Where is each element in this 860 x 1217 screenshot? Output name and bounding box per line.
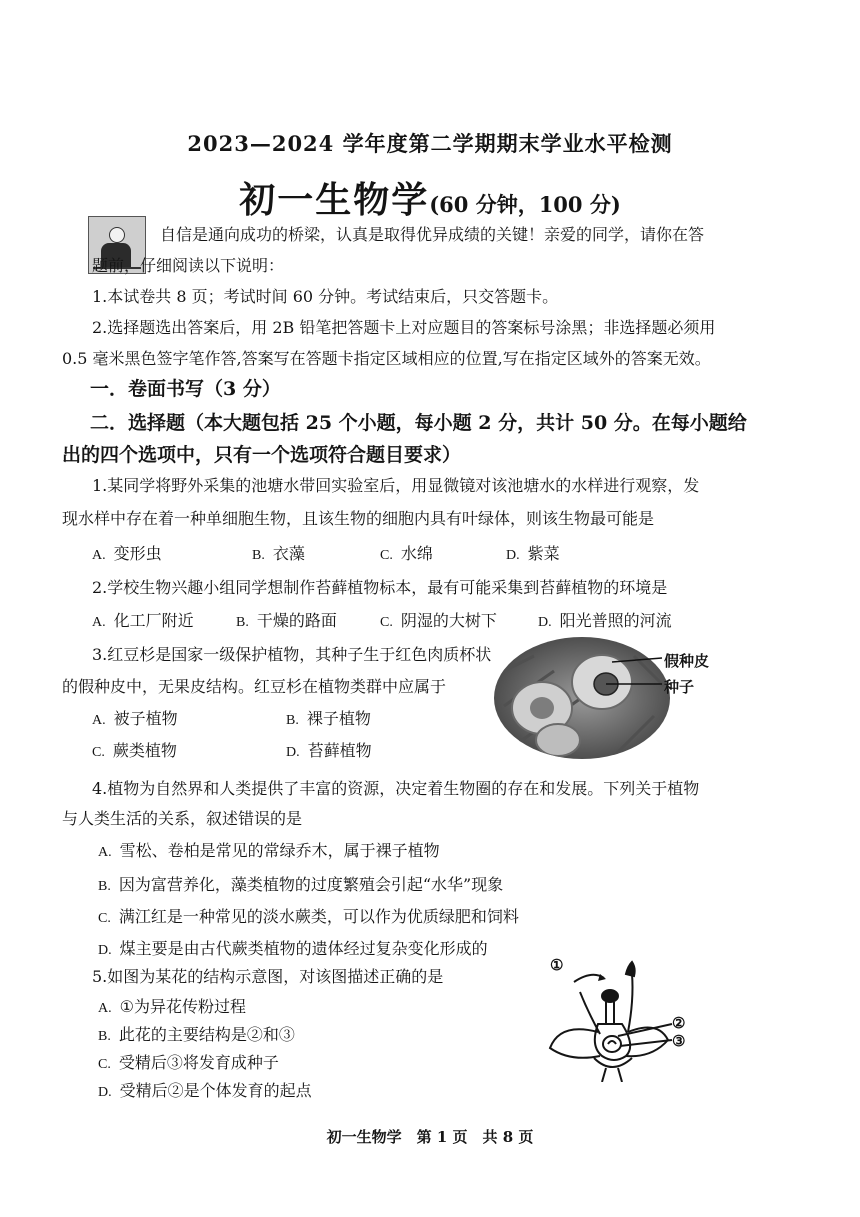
rule-2-line-2: 0.5 毫米黑色签字笔作答,答案写在答题卡指定区域相应的位置,写在指定区域外的答案无效。 [62,349,711,368]
q5-option-a: A. ①为异花传粉过程 [98,997,246,1016]
q1-stem-line-2: 现水样中存在着一种单细胞生物，且该生物的细胞内具有叶绿体，则该生物最可能是 [62,509,655,528]
q3-option-b: B. 裸子植物 [286,709,371,728]
q2-stem-line-1: 2.学校生物兴趣小组同学想制作苔藓植物标本，最有可能采集到苔藓植物的环境是 [92,578,668,597]
rule-1: 1.本试卷共 8 页；考试时间 60 分钟。考试结束后，只交答题卡。 [92,287,559,306]
rule-2-line-1: 2.选择题选出答案后，用 2B 铅笔把答题卡上对应题目的答案标号涂黑；非选择题必须用 [92,318,716,337]
q5-option-d: D. 受精后②是个体发育的起点 [98,1081,312,1100]
q2-option-a: A. 化工厂附近 [92,611,194,630]
q5-option-b: B. 此花的主要结构是②和③ [98,1025,295,1044]
petal-left [550,1029,600,1058]
q1-option-b: B. 衣藻 [252,544,305,563]
ovule [603,1036,621,1052]
q3-option-d: D. 苔藓植物 [286,741,372,760]
flower-label-1: ① [550,956,564,974]
flower-label-3: ③ [672,1032,686,1050]
q4-stem-line-1: 4.植物为自然界和人类提供了丰富的资源，决定着生物圈的存在和发展。下列关于植物 [92,779,700,798]
subject-name: 初一生物学 [239,179,430,221]
q5-option-c: C. 受精后③将发育成种子 [98,1053,279,1072]
intro-line-2: 题前，仔细阅读以下说明： [92,256,285,275]
q5-stem-line-1: 5.如图为某花的结构示意图，对该图描述正确的是 [92,967,444,986]
q3-stem-line-2: 的假种皮中，无果皮结构。红豆杉在植物类群中应属于 [62,677,447,696]
q1-stem-line-1: 1.某同学将野外采集的池塘水带回实验室后，用显微镜对该池塘水的水样进行观察，发 [92,476,700,495]
q4-option-a: A. 雪松、卷柏是常见的常绿乔木，属于裸子植物 [98,841,440,860]
section-2-heading-line-1: 二．选择题（本大题包括 25 个小题，每小题 2 分，共计 50 分。在每小题给 [90,412,747,434]
flower-label-2: ② [672,1014,686,1032]
q4-option-b: B. 因为富营养化，藻类植物的过度繁殖会引起“水华”现象 [98,875,504,894]
q1-option-a: A. 变形虫 [92,544,162,563]
q3-stem-line-1: 3.红豆杉是国家一级保护植物，其种子生于红色肉质杯状 [92,645,492,664]
seed-label: 种子 [664,678,695,696]
q2-option-c: C. 阴湿的大树下 [380,611,497,630]
q1-option-d: D. 紫菜 [506,544,560,563]
q3-option-a: A. 被子植物 [92,709,178,728]
section-1-heading: 一．卷面书写（3 分） [90,378,281,400]
q2-option-b: B. 干燥的路面 [236,611,337,630]
q3-option-c: C. 蕨类植物 [92,741,177,760]
subject-note: (60 分钟，100 分) [429,192,621,217]
stamen-right [628,974,633,1032]
aril-label: 假种皮 [664,652,710,670]
q4-option-c: C. 满江红是一种常见的淡水蕨类，可以作为优质绿肥和饲料 [98,907,519,926]
q1-option-c: C. 水绵 [380,544,433,563]
section-2-heading-line-2: 出的四个选项中，只有一个选项符合题目要求） [62,444,462,466]
exam-title: 2023—2024 学年度第二学期期末学业水平检测 [187,131,673,156]
q2-option-d: D. 阳光普照的河流 [538,611,672,630]
q4-stem-line-2: 与人类生活的关系，叙述错误的是 [62,809,303,828]
q4-option-d: D. 煤主要是由古代蕨类植物的遗体经过复杂变化形成的 [98,939,488,958]
intro-line-1: 自信是通向成功的桥梁，认真是取得优异成绩的关键！亲爱的同学，请你在答 [160,225,705,244]
page-footer: 初一生物学 第 1 页 共 8 页 [326,1128,534,1146]
